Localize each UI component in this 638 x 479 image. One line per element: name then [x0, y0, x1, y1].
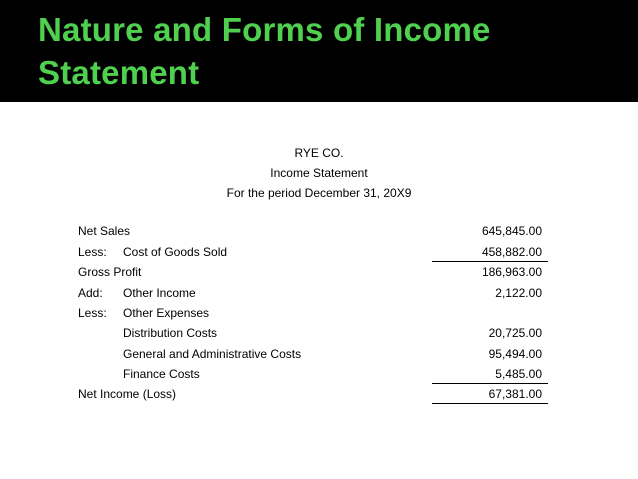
statement-row-distribution-costs [78, 323, 548, 343]
statement-period: For the period December 31, 20X9 [226, 186, 412, 200]
row-label: Distribution Costs [123, 326, 218, 340]
row-label: Net Income (Loss) [78, 387, 177, 401]
statement-row-general-admin-costs [78, 344, 548, 364]
row-amount: 186,963.00 [481, 265, 542, 279]
row-label: Net Sales [78, 224, 131, 238]
statement-row-finance-costs [78, 364, 548, 384]
row-amount: 67,381.00 [488, 387, 542, 401]
row-amount: 458,882.00 [481, 245, 542, 259]
row-amount: 645,845.00 [481, 224, 542, 238]
slide-title: Nature and Forms of Income Statement [38, 11, 491, 91]
row-prefix: Less: [78, 245, 107, 259]
statement-row-net-sales [78, 221, 548, 241]
row-amount: 5,485.00 [495, 367, 542, 381]
row-label: Finance Costs [123, 367, 200, 381]
row-label: Gross Profit [78, 265, 142, 279]
statement-row-other-income [78, 283, 548, 303]
row-label: General and Administrative Costs [123, 347, 302, 361]
row-amount: 20,725.00 [488, 326, 542, 340]
underline-net-income [432, 403, 548, 404]
row-prefix: Add: [78, 286, 103, 300]
statement-row-other-expenses [78, 303, 548, 323]
row-label: Cost of Goods Sold [123, 245, 228, 259]
row-amount: 2,122.00 [495, 286, 542, 300]
statement-row-gross-profit [78, 262, 548, 282]
slide-header [0, 0, 638, 102]
row-amount: 95,494.00 [488, 347, 542, 361]
statement-row-net-income [78, 384, 548, 404]
row-label: Other Expenses [123, 306, 210, 320]
row-prefix: Less: [78, 306, 107, 320]
company-name: RYE CO. [294, 146, 344, 160]
row-label: Other Income [123, 286, 196, 300]
statement-title: Income Statement [270, 166, 368, 180]
statement-row-cost-of-goods-sold [78, 242, 548, 262]
